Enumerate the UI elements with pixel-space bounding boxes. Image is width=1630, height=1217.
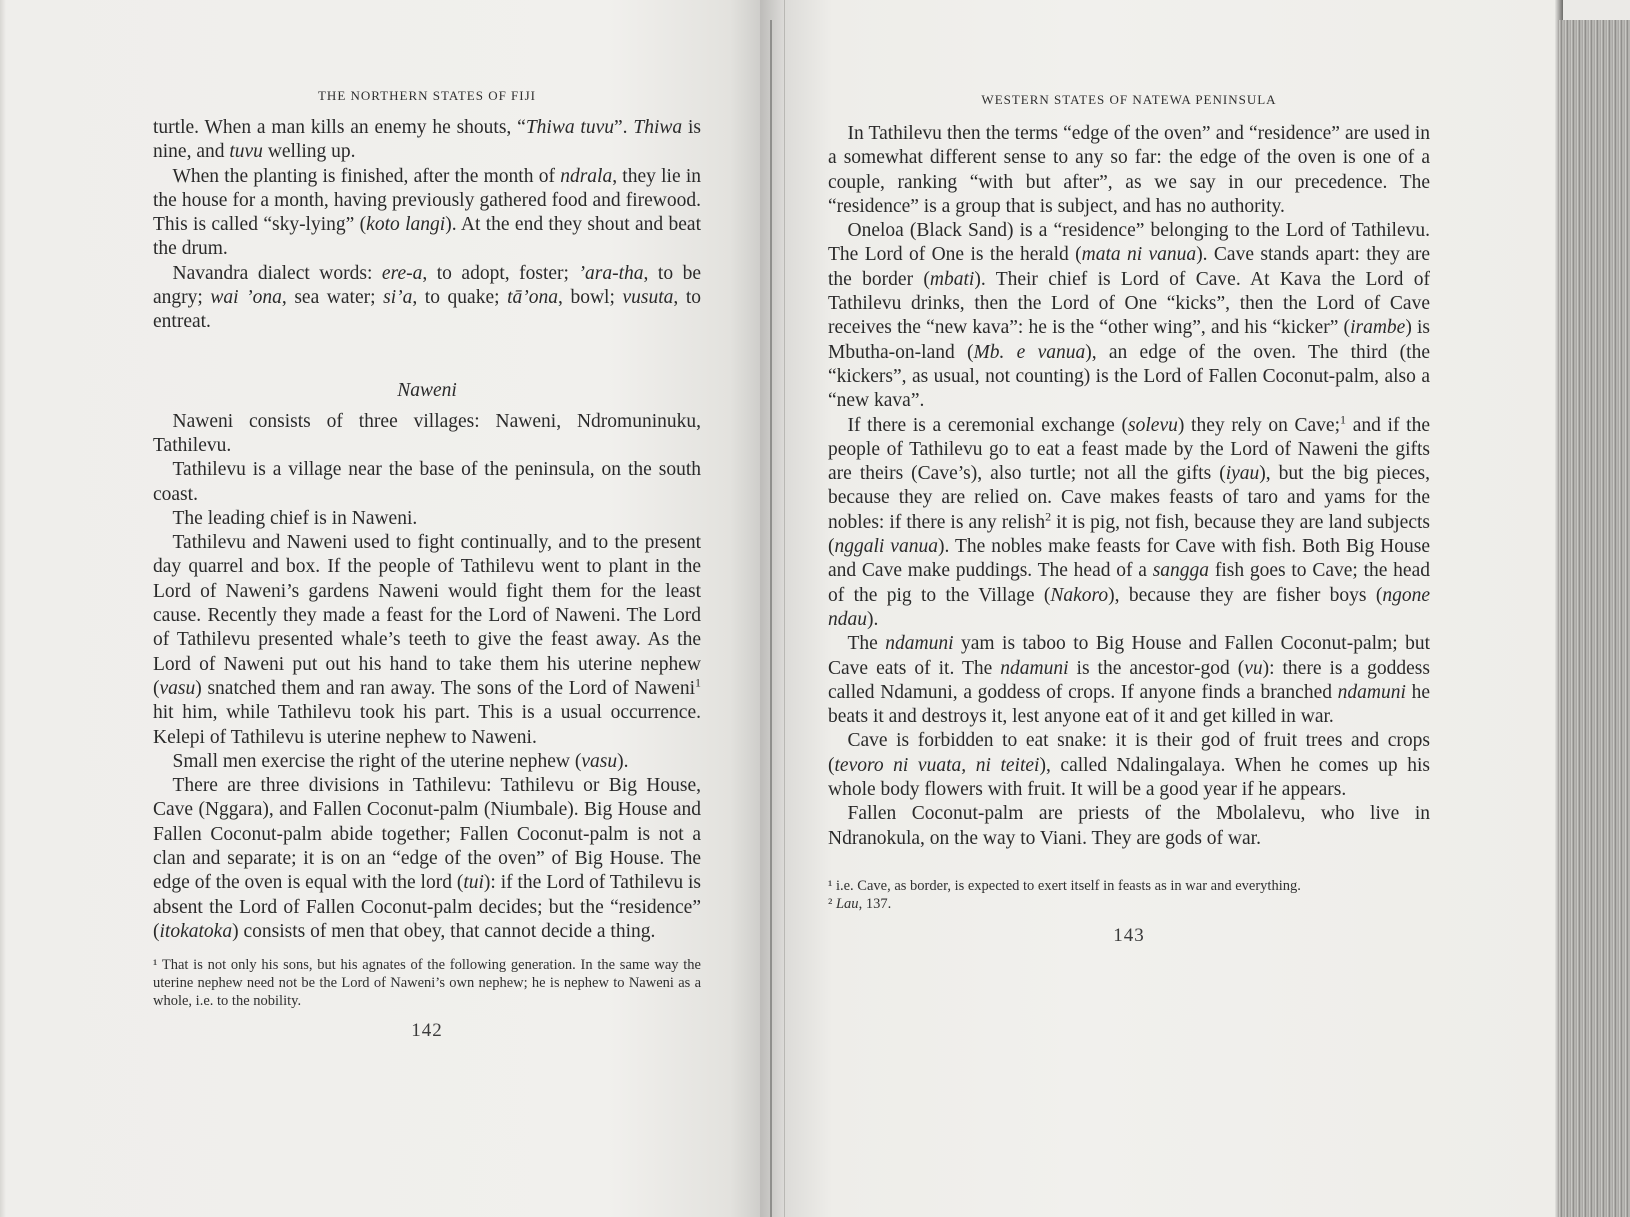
right-text-column <box>828 92 1430 947</box>
right-page-number: 143 <box>1113 924 1145 946</box>
left-paragraph-7: Tathilevu and Naweni used to fight continually, and to the present day quarrel and box. If the people of Tathilevu went to plant in the Lord of Naweni’s gardens Naweni would fight them for the least cause. Recently they made a feast for the Lord of Naweni. The Lord of Tathilevu presented whale’s teeth to give the feast away. As the Lord of Naweni put out his hand to take them his uterine nephew (vasu) snatched them and ran away. The sons of the Lord of Naweni$^1$ hit him, while Tathilevu took his part. This is a usual occurrence. Kelepi of Tathilevu is uterine nephew to Naweni. <box>153 532 701 748</box>
right-footnotes <box>828 877 1430 913</box>
left-text-column <box>153 88 701 1042</box>
page-block-edges <box>1558 20 1630 1217</box>
footnote-ref-2: 2 <box>1045 509 1052 524</box>
section-title-naweni: Naweni <box>397 379 457 401</box>
footnote-ref-1: 1 <box>1340 412 1347 427</box>
right-paragraph-2: Oneloa (Black Sand) is a “residence” belonging to the Lord of Tathilevu. The Lord of One is the herald (mata ni vanua). Cave stands apart: they are the border (mbati). Their chief is Lord of Cave. At Kava the Lord of Tathilevu drinks, then the Lord of One “kicks”, then the Lord of Cave receives the “new kava”: he is the “other wing”, and his “kicker” (irambe) is Mbutha-on-land (Mb. e vanua), an edge of the oven. The third (the “kickers”, as usual, not counting) is the Lord of Fallen Coconut-palm, also a “new kava”. <box>828 220 1431 412</box>
left-paragraph-1: turtle. When a man kills an enemy he shouts, “Thiwa tuvu”. Thiwa is nine, and tuvu welling up. <box>153 117 702 163</box>
left-footnote-1: ¹ That is not only his sons, but his agnates of the following generation. In the same way the uterine nephew need not be the Lord of Naweni’s own nephew; he is nephew to Naweni as a whole, i.e. to the nobility. <box>153 957 701 1010</box>
left-page-edge <box>0 0 6 1217</box>
left-paragraph-8: Small men exercise the right of the uterine nephew (vasu). <box>172 750 629 772</box>
right-paragraph-1: In Tathilevu then the terms “edge of the oven” and “residence” are used in a somewhat different sense to any so far: the edge of the oven is one of a couple, ranking “with but after”, as we say in our precedence. The “residence” is a group that is subject, and has no authority. <box>828 123 1430 217</box>
left-page-number: 142 <box>411 1020 443 1042</box>
left-paragraph-9: There are three divisions in Tathilevu: Tathilevu or Big House, Cave (Nggara), and Fallen Coconut-palm (Niumbale). Big House and Fallen Coconut-palm abide together; Fallen Coconut-palm is not a clan and separate; it is on an “edge of the oven” of Big House. The edge of the oven is equal with the lord (tui): if the Lord of Tathilevu is absent the Lord of Fallen Coconut-palm decides; but the “residence” (itokatoka) consists of men that obey, that cannot decide a thing. <box>153 775 702 942</box>
left-paragraph-5: Tathilevu is a village near the base of the peninsula, on the south coast. <box>153 459 701 505</box>
left-paragraph-4: Naweni consists of three villages: Naweni, Ndromuninuku, Tathilevu. <box>153 410 701 456</box>
left-paragraph-3: Navandra dialect words: ere-a, to adopt, foster; ’ara-tha, to be angry; wai ’ona, sea water; si’a, to quake; tā’ona, bowl; vusuta, to entreat. <box>153 262 701 333</box>
right-footnote-1: ¹ i.e. Cave, as border, is expected to exert itself in feasts as in war and everything. <box>828 877 1301 894</box>
left-paragraph-2: When the planting is finished, after the month of ndrala, they lie in the house for a month, having previously gathered food and firewood. This is called “sky-lying” (koto langi). At the end they shout and beat the drum. <box>153 165 701 260</box>
right-paragraph-5: Cave is forbidden to eat snake: it is their god of fruit trees and crops (tevoro ni vuata, ni teitei), called Ndalingalaya. When he comes up his whole body flowers with fruit. It will be a good year if he appears. <box>828 730 1431 801</box>
right-running-head: WESTERN STATES OF NATEWA PENINSULA <box>981 92 1277 107</box>
gutter-line <box>770 20 772 1217</box>
left-paragraph-6: The leading chief is in Naweni. <box>172 507 418 529</box>
right-footnote-2: ² Lau, 137. <box>828 895 892 912</box>
left-running-head: THE NORTHERN STATES OF FIJI <box>317 88 537 103</box>
right-paragraph-4: The ndamuni yam is taboo to Big House and Fallen Coconut-palm; but Cave eats of it. The ndamuni is the ancestor-god (vu): there is a goddess called Ndamuni, a goddess of crops. If anyone finds a branched ndamuni he beats it and destroys it, lest anyone eat of it and get killed in war. <box>828 633 1431 728</box>
right-paragraph-3: If there is a ceremonial exchange (solevu) they rely on Cave;$^1$ and if the people of Tathilevu go to eat a feast made by the Lord of Naweni the gifts are theirs (Cave’s), also turtle; not all the gifts (iyau), but the big pieces, because they are relied on. Cave makes feasts of taro and yams for the nobles: if there is any relish$^2$ it is pig, not fish, because they are land subjects (nggali vanua). The nobles make feasts for Cave with fish. Both Big House and Cave make puddings. The head of a sangga fish goes to Cave; the head of the pig to the Village (Nakoro), because they are fisher boys (ngone ndau). <box>828 412 1430 630</box>
footnote-ref-1: 1 <box>695 675 701 690</box>
gutter-shadow <box>784 0 785 1217</box>
left-footnotes <box>153 956 701 1010</box>
right-paragraph-6: Fallen Coconut-palm are priests of the Mbolalevu, who live in Ndranokula, on the way to Viani. They are gods of war. <box>828 803 1430 849</box>
